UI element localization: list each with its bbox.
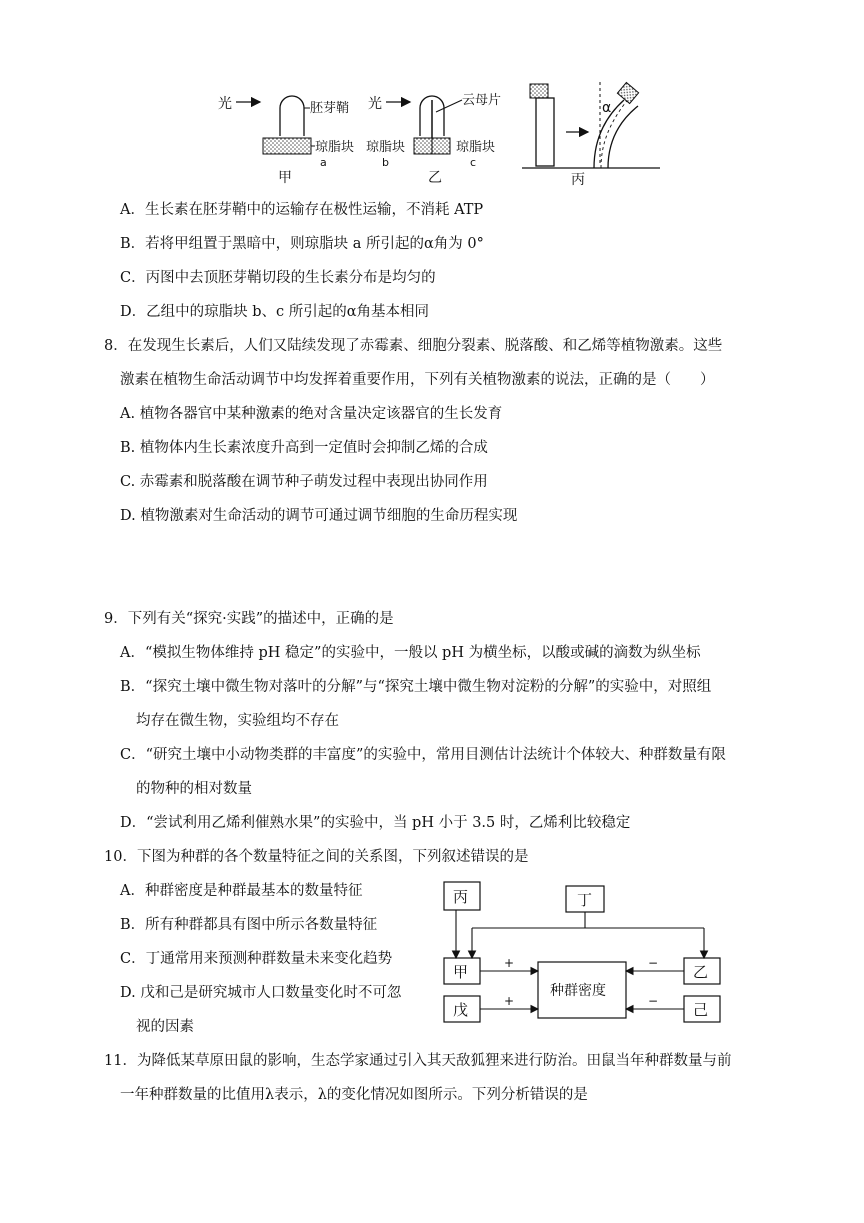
q7-option-a: A．生长素在胚芽鞘中的运输存在极性运输，不消耗 ATP bbox=[120, 202, 484, 218]
box-jia-label: 甲 bbox=[453, 963, 469, 981]
q7-option-c: C．丙图中去顶胚芽鞘切段的生长素分布是均匀的 bbox=[120, 270, 436, 286]
yi-agar-right-label: 琼脂块 bbox=[456, 140, 496, 155]
box-ji-label: 己 bbox=[693, 1001, 709, 1019]
jia-caption: 甲 bbox=[278, 170, 292, 186]
q9-option-b-cont: 均存在微生物，实验组均不存在 bbox=[136, 713, 339, 729]
bing-stand bbox=[536, 98, 554, 166]
jia-letter-a: a bbox=[320, 156, 327, 169]
jia-light-label: 光 bbox=[218, 96, 232, 112]
q11-stem-line2: 一年种群数量的比值用λ表示，λ的变化情况如图所示。下列分析错误的是 bbox=[120, 1087, 588, 1103]
bing-agar-top bbox=[530, 84, 548, 98]
q9-option-d: D．“尝试利用乙烯利催熟水果”的实验中，当 pH 小于 3.5 时，乙烯利比较稳定 bbox=[120, 815, 631, 831]
q10-option-c: C．丁通常用来预测种群数量未来变化趋势 bbox=[120, 951, 393, 967]
bing-alpha: α bbox=[602, 100, 612, 116]
q10-option-a: A．种群密度是种群最基本的数量特征 bbox=[120, 883, 363, 899]
q9-option-c-cont: 的物种的相对数量 bbox=[136, 781, 252, 797]
figure-jia bbox=[218, 95, 354, 186]
yi-agar-b bbox=[414, 138, 432, 154]
minus-yi: − bbox=[648, 956, 659, 970]
q8-option-b: B. 植物体内生长素浓度升高到一定值时会抑制乙烯的合成 bbox=[120, 440, 488, 456]
box-population-density-label: 种群密度 bbox=[550, 983, 606, 999]
q7-option-d: D．乙组中的琼脂块 b、c 所引起的α角基本相同 bbox=[120, 304, 430, 320]
q10-stem: 10．下图为种群的各个数量特征之间的关系图，下列叙述错误的是 bbox=[104, 849, 529, 865]
q8-option-d: D. 植物激素对生命活动的调节可通过调节细胞的生命历程实现 bbox=[120, 508, 518, 524]
bing-caption: 丙 bbox=[571, 172, 585, 188]
plus-jia: + bbox=[504, 956, 515, 970]
minus-ji: − bbox=[648, 994, 659, 1008]
q7-option-b: B．若将甲组置于黑暗中，则琼脂块 a 所引起的α角为 0° bbox=[120, 236, 484, 252]
q10-diagram bbox=[436, 878, 726, 1028]
q10-option-d-cont: 视的因素 bbox=[136, 1019, 194, 1035]
bing-agar-tilted bbox=[617, 82, 638, 103]
box-yi-label: 乙 bbox=[693, 963, 709, 981]
figure-yi bbox=[366, 92, 501, 186]
plus-wu: + bbox=[504, 994, 515, 1008]
q9-stem: 9．下列有关“探究·实践”的描述中，正确的是 bbox=[104, 611, 394, 627]
yi-light-label: 光 bbox=[368, 96, 382, 112]
q11-stem-line1: 11．为降低某草原田鼠的影响，生态学家通过引入其天敌狐狸来进行防治。田鼠当年种群数量与前 bbox=[104, 1053, 732, 1069]
yi-mica-label: 云母片 bbox=[462, 93, 502, 108]
yi-agar-c bbox=[432, 138, 450, 154]
jia-agar-block bbox=[263, 138, 311, 154]
jia-coleoptile-label: 胚芽鞘 bbox=[310, 101, 350, 116]
q8-stem-line1: 8．在发现生长素后，人们又陆续发现了赤霉素、细胞分裂素、脱落酸、和乙烯等植物激素。这些 bbox=[104, 338, 723, 354]
figure-bing bbox=[522, 82, 660, 188]
box-wu-label: 戊 bbox=[453, 1001, 469, 1019]
q10-option-d: D. 戊和己是研究城市人口数量变化时不可忽 bbox=[120, 985, 402, 1001]
box-bing-label: 丙 bbox=[453, 888, 469, 906]
q9-option-b: B．“探究土壤中微生物对落叶的分解”与“探究土壤中微生物对淀粉的分解”的实验中，对照组 bbox=[120, 679, 712, 695]
jia-coleoptile bbox=[280, 96, 304, 136]
yi-caption: 乙 bbox=[428, 170, 442, 186]
q8-option-a: A. 植物各器官中某种激素的绝对含量决定该器官的生长发育 bbox=[120, 406, 503, 422]
q10-option-b: B．所有种群都具有图中所示各数量特征 bbox=[120, 917, 378, 933]
jia-agar-label: 琼脂块 bbox=[315, 140, 355, 155]
box-ding-label: 丁 bbox=[577, 891, 593, 909]
yi-letter-c: c bbox=[470, 156, 477, 169]
q9-option-c: C．“研究土壤中小动物类群的丰富度”的实验中，常用目测估计法统计个体较大、种群数量有限 bbox=[120, 747, 726, 763]
q7-figure bbox=[200, 78, 670, 190]
bing-stem-right bbox=[608, 106, 638, 168]
yi-letter-b: b bbox=[382, 156, 389, 169]
q9-option-a: A．“模拟生物体维持 pH 稳定”的实验中，一般以 pH 为横坐标，以酸或碱的滴数为纵坐标 bbox=[120, 645, 701, 661]
q8-stem-line2: 激素在植物生命活动调节中均发挥着重要作用，下列有关植物激素的说法，正确的是（ ） bbox=[120, 372, 715, 388]
q8-option-c: C. 赤霉素和脱落酸在调节种子萌发过程中表现出协同作用 bbox=[120, 474, 488, 490]
yi-agar-left-label: 琼脂块 bbox=[366, 140, 406, 155]
